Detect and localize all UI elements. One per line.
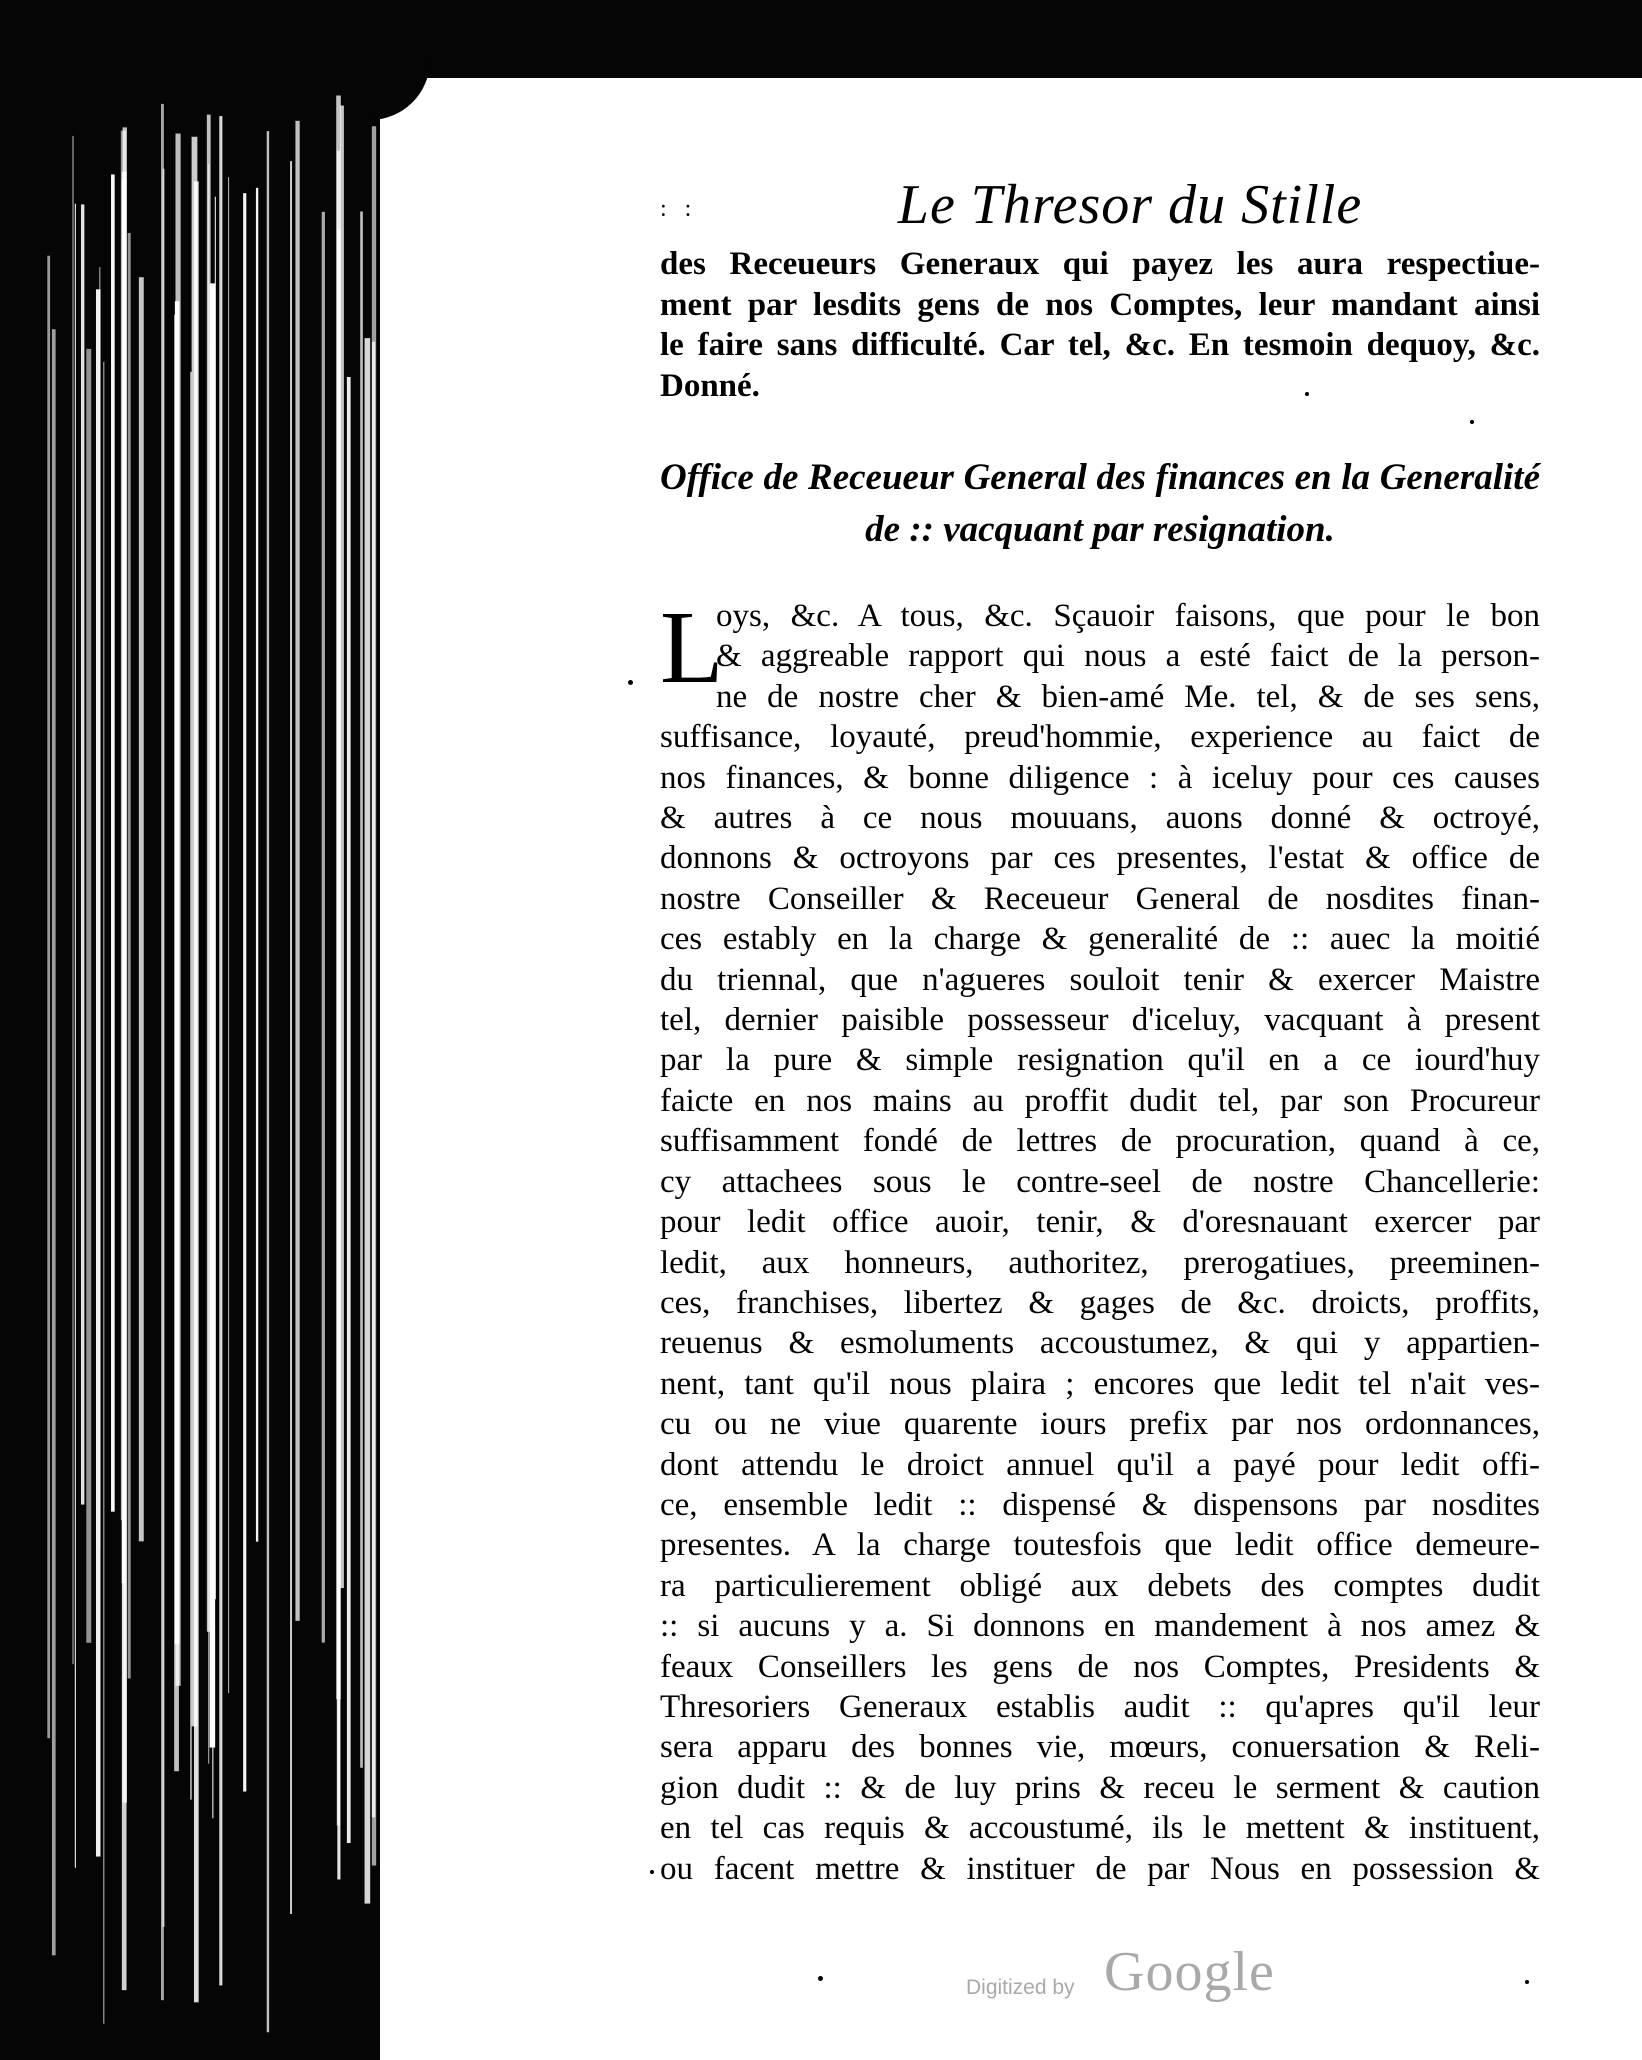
section-title: [660, 452, 1540, 556]
digitized-watermark: [966, 1940, 1306, 2010]
book-binding-edge: [0, 0, 380, 2060]
text-line: ne de nostre cher & bien-amé Me. tel, & de ses sens,: [716, 678, 1540, 715]
text-line: faicte en nos mains au proffit dudit tel, par son Procureur: [660, 1082, 1540, 1119]
binding-streak: [194, 181, 199, 2002]
binding-streak: [52, 329, 56, 1955]
text-line: dont attendu le droict annuel qu'il a payé pour ledit offi-: [660, 1446, 1540, 1483]
text-line: ce, ensemble ledit :: dispensé & dispensons par nosdites: [660, 1486, 1540, 1523]
binding-streak: [111, 174, 115, 1511]
section-title-line: de :: vacquant par resignation.: [865, 509, 1335, 550]
binding-streak: [190, 372, 191, 1800]
page-corner-shadow: [370, 60, 430, 120]
binding-streak: [72, 136, 73, 1664]
binding-streak: [128, 233, 131, 1679]
binding-streak: [290, 161, 292, 1914]
binding-streak: [256, 188, 258, 1542]
binding-streak: [99, 267, 100, 1546]
text-line: oys, &c. A tous, &c. Sçauoir faisons, que pour le bon: [716, 598, 1540, 634]
text-line: ces, franchises, libertez & gages de &c. droicts, proffits,: [660, 1284, 1540, 1321]
text-line: feaux Conseillers les gens de nos Comptes, Presidents &: [660, 1648, 1540, 1685]
margin-marks: : :: [660, 196, 698, 222]
binding-streak: [267, 131, 269, 2032]
text-line: du triennal, que n'agueres souloit tenir & exercer Maistre: [660, 961, 1540, 998]
binding-streak: [122, 172, 127, 1991]
page-text-block: [660, 170, 1540, 1889]
top-dark-margin: [0, 0, 1642, 78]
text-line: par la pure & simple resignation qu'il en a ce iourd'huy: [660, 1042, 1540, 1079]
running-head: Le Thresor du Stille: [897, 174, 1363, 236]
text-line: donnons & octroyons par ces presentes, l'estat & office de: [660, 840, 1540, 877]
text-line: & autres à ce nous mouuans, auons donné & octroyé,: [660, 800, 1540, 837]
text-line: ou facent mettre & instituer de par Nous en possession &: [660, 1850, 1540, 1887]
text-line: reuenus & esmoluments accoustumez, & qui y appartien-: [660, 1325, 1540, 1362]
text-line: nos finances, & bonne diligence : à iceluy pour ces causes: [660, 759, 1540, 796]
binding-streak: [47, 256, 50, 1738]
text-line: presentes. A la charge toutesfois que ledit office demeure-: [660, 1527, 1540, 1564]
text-line: & aggreable rapport qui nous a esté faict de la person-: [716, 638, 1540, 675]
binding-streak: [365, 338, 371, 1903]
binding-streak: [215, 197, 216, 1600]
binding-streak: [103, 362, 104, 2024]
ink-speck: [818, 1976, 823, 1981]
text-line: cu ou ne viue quarente iours prefix par nos ordonnances,: [660, 1406, 1540, 1443]
text-line: Donné.: [660, 367, 760, 404]
text-line: cy attachees sous le contre-seel de nostre Chancellerie:: [660, 1163, 1540, 1200]
binding-streak: [360, 211, 363, 1767]
digitized-label: Digitized by: [966, 1976, 1075, 1999]
text-line: sera apparu des bonnes vie, mœurs, conuersation & Reli-: [660, 1729, 1540, 1766]
ink-speck: [1305, 392, 1309, 396]
binding-streak: [175, 134, 180, 1686]
binding-streak: [219, 116, 222, 1985]
body-paragraph: [660, 590, 1540, 1889]
text-line: pour ledit office auoir, tenir, & d'oresnauant exercer par: [660, 1204, 1540, 1241]
binding-streak: [210, 283, 216, 1747]
ink-speck: [650, 1870, 654, 1874]
ink-speck: [1525, 1980, 1529, 1984]
ink-speck: [1470, 420, 1474, 424]
text-line: suffisance, loyauté, preud'hommie, experience au faict de: [660, 719, 1540, 756]
text-line: ment par lesdits gens de nos Comptes, leur mandant ainsi: [660, 286, 1540, 323]
binding-streak: [86, 349, 91, 1643]
ink-speck: [628, 680, 633, 685]
text-line: des Receueurs Generaux qui payez les aura respectiue-: [660, 246, 1540, 282]
text-line: ra particulierement obligé aux debets des comptes dudit: [660, 1567, 1540, 1604]
text-line: tel, dernier paisible possesseur d'iceluy, vacquant à present: [660, 1002, 1540, 1039]
binding-streak: [75, 204, 76, 1868]
text-line: gion dudit :: & de luy prins & receu le serment & caution: [660, 1769, 1540, 1806]
text-line: le faire sans difficulté. Car tel, &c. En tesmoin dequoy, &c.: [660, 327, 1540, 363]
binding-streak: [322, 212, 325, 1643]
binding-streak: [228, 177, 229, 1693]
text-line: :: si aucuns y a. Si donnons en mandement à nos amez &: [660, 1608, 1540, 1645]
binding-streak: [139, 277, 144, 1541]
google-logo: Google: [1104, 1941, 1275, 2003]
binding-streak: [372, 126, 376, 1865]
text-line: ces estably en la charge & generalité de :: auec la moitié: [660, 921, 1540, 958]
text-line: ledit, aux honneurs, authoritez, prerogatiues, preeminen-: [660, 1244, 1540, 1281]
text-line: en tel cas requis & accoustumé, ils le mettent & instituent,: [660, 1810, 1540, 1847]
text-line: Thresoriers Generaux establis audit :: qu'apres qu'il leur: [660, 1688, 1540, 1725]
binding-streaks: [0, 0, 380, 2060]
text-line: nostre Conseiller & Receueur General de nosdites finan-: [660, 880, 1540, 917]
binding-streak: [347, 377, 351, 1843]
drop-cap: L: [660, 590, 724, 705]
text-line: suffisamment fondé de lettres de procuration, quand à ce,: [660, 1123, 1540, 1160]
top-text-block: [660, 244, 1540, 406]
binding-streak: [162, 169, 164, 1927]
section-title-line: Office de Receueur General des finances en la Generalité: [660, 457, 1540, 498]
binding-streak: [208, 164, 209, 1764]
binding-streak: [81, 204, 84, 1504]
binding-streak: [295, 121, 299, 1621]
binding-streak: [340, 106, 344, 1589]
text-line: nent, tant qu'il nous plaira ; encores que ledit tel n'ait ves-: [660, 1365, 1540, 1402]
binding-streak: [243, 193, 246, 1791]
